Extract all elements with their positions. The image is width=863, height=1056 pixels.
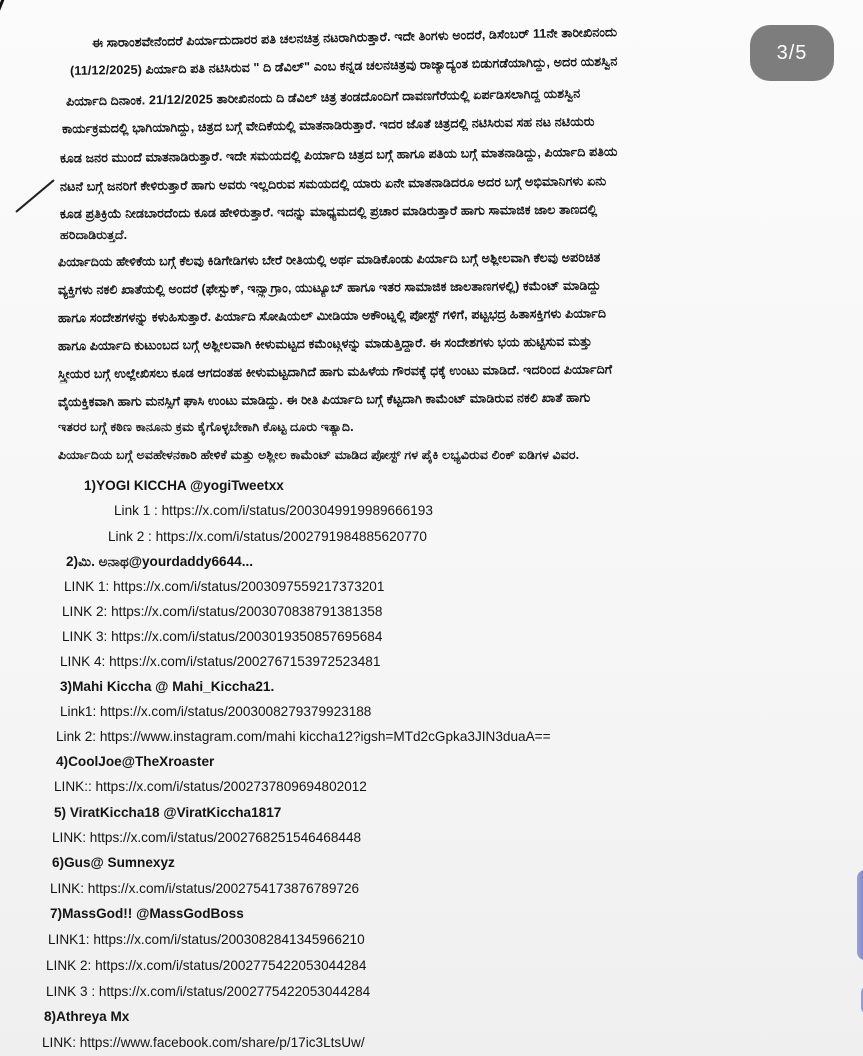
account-1-link-1[interactable]: Link 1 : https://x.com/i/status/2003049919989666193 xyxy=(114,503,433,518)
account-7-link-2[interactable]: LINK 2: https://x.com/i/status/2002775422053044284 xyxy=(46,958,367,973)
page-indicator-badge: 3/5 xyxy=(750,25,834,81)
account-8-heading: 8)Athreya Mx xyxy=(44,1009,130,1024)
para1-line-6: ನಟನೆ ಬಗ್ಗೆ ಜನರಿಗೆ ಕೇಳಿರುತ್ತಾರೆ ಹಾಗು ಅವರು ಇಲ್ಲದಿರುವ ಸಮಯದಲ್ಲಿ ಯಾರು ಏನೇ ಮಾತನಾಡಿದರೂ ಅದರ ಬಗ್ಗೆ ಅಭಿಮಾನಿಗಳು ಏನು xyxy=(59,174,607,194)
account-4-link-1[interactable]: LINK:: https://x.com/i/status/2002737809694802012 xyxy=(54,779,367,794)
finger-edge-artifact xyxy=(857,870,863,960)
account-2-heading: 2)ಮಿ. ಅನಾಥ@yourdaddy6644... xyxy=(66,554,254,569)
account-2-link-3[interactable]: LINK 3: https://x.com/i/status/2003019350857695684 xyxy=(62,629,383,644)
para1-line-1: ಈ ಸಾರಾಂಶವೇನೆಂದರೆ ಪಿರ್ಯಾದುದಾರರ ಪತಿ ಚಲನಚಿತ್ರ ನಟರಾಗಿರುತ್ತಾರೆ. ಇದೇ ತಿಂಗಳು ಅಂದರೆ, ಡಿಸೆಂಬರ್ 11ನೇ ತಾರೀಖಿನಂದು xyxy=(91,25,618,51)
account-3-link-2[interactable]: Link 2: https://www.instagram.com/mahi kiccha12?igsh=MTd2cGpka3JIN3duaA== xyxy=(56,729,551,744)
account-5-link-1[interactable]: LINK: https://x.com/i/status/2002768251546468448 xyxy=(52,830,362,845)
account-7-link-3[interactable]: LINK 3 : https://x.com/i/status/2002775422053044284 xyxy=(46,984,371,999)
para1-line-8: ಹರಿದಾಡಿರುತ್ತದೆ. xyxy=(60,228,128,242)
account-5-heading: 5) ViratKiccha18 @ViratKiccha1817 xyxy=(54,805,282,820)
pen-stroke-mark-small xyxy=(15,179,55,213)
account-6-link-1[interactable]: LINK: https://x.com/i/status/2002754173876789726 xyxy=(50,881,360,896)
account-7-link-1[interactable]: LINK1: https://x.com/i/status/2003082841345966210 xyxy=(48,932,365,947)
account-7-heading: 7)MassGod!! @MassGodBoss xyxy=(50,906,244,921)
account-1-link-2[interactable]: Link 2 : https://x.com/i/status/2002791984885620770 xyxy=(108,529,427,544)
para2-line-4: ಹಾಗೂ ಪಿರ್ಯಾದಿ ಕುಟುಂಬದ ಬಗ್ಗೆ ಅಶ್ಲೀಲವಾಗಿ ಕೀಳುಮಟ್ಟದ ಕಮೆಂಟ್ಗಳನ್ನು ಮಾಡುತ್ತಿದ್ದಾರೆ. ಈ ಸಂದೇಶಗಳು ಭಯ ಹುಟ್ಟಿಸುವ ಮತ್ತು xyxy=(57,334,593,354)
para2-line-3: ಹಾಗೂ ಸಂದೇಶಗಳನ್ನು ಕಳುಹಿಸುತ್ತಾರೆ. ಪಿರ್ಯಾದಿ ಸೋಷಿಯಲ್ ಮೀಡಿಯಾ ಅಕೌಂಟ್ನಲ್ಲಿ ಪೋಸ್ಟ್ ಗಳಿಗೆ, ಪಟ್ಟಭದ್ರ ಹಿತಾಸಕ್ತಿಗಳು ಪಿರ್ಯಾದಿ xyxy=(57,306,607,326)
para2-line-7: ಇತರರ ಬಗ್ಗೆ ಕಠಿಣ ಕಾನೂನು ಕ್ರಮ ಕೈಗೊಳ್ಳಬೇಕಾಗಿ ಕೊಟ್ಟ ದೂರು ಇತ್ಯಾದಿ. xyxy=(58,420,354,434)
account-2-link-2[interactable]: LINK 2: https://x.com/i/status/2003070838791381358 xyxy=(62,604,383,619)
account-3-link-1[interactable]: Link1: https://x.com/i/status/2003008279379923188 xyxy=(60,704,372,719)
account-8-link-1[interactable]: LINK: https://www.facebook.com/share/p/17ic3LtsUw/ xyxy=(42,1035,365,1050)
para1-line-2: (11/12/2025) ಪಿರ್ಯಾದಿ ಪತಿ ನಟಿಸಿರುವ " ದಿ ಡೆವಿಲ್" ಎಂಬ ಕನ್ನಡ ಚಲನಚಿತ್ರವು ರಾಜ್ಯಾದ್ಯಂತ ಬಿಡುಗಡೆಯಾಗಿದ್ದು, ಅದರ ಯಶಸ್ವಿನ xyxy=(69,54,618,78)
account-6-heading: 6)Gus@ Sumnexyz xyxy=(52,855,175,870)
para2-line-2: ವ್ಯಕ್ತಿಗಳು ನಕಲಿ ಖಾತೆಯಲ್ಲಿ ಅಂದರೆ (ಫೇಸ್ಬುಕ್, ಇನ್ಸ್ಟಾಗ್ರಾಂ, ಯುಟ್ಯೂಬ್ ಹಾಗೂ ಇತರ ಸಾಮಾಜಿಕ ಜಾಲತಾಣಗಳಲ್ಲಿ) ಕಮೆಂಟ್ ಮಾಡಿದ್ದು xyxy=(57,278,601,298)
account-2-link-4[interactable]: LINK 4: https://x.com/i/status/2002767153972523481 xyxy=(60,654,381,669)
para1-line-4: ಕಾರ್ಯಕ್ರಮದಲ್ಲಿ ಭಾಗಿಯಾಗಿದ್ದು, ಚಿತ್ರದ ಬಗ್ಗೆ ವೇದಿಕೆಯಲ್ಲಿ ಮಾತನಾಡಿರುತ್ತಾರೆ. ಇದರ ಜೊತೆ ಚಿತ್ರದಲ್ಲಿ ನಟಿಸಿರುವ ಸಹ ನಟ ನಟಿಯರು xyxy=(61,114,595,137)
pen-stroke-mark xyxy=(0,0,51,32)
para1-line-5: ಕೂಡ ಜನರ ಮುಂದೆ ಮಾತನಾಡಿರುತ್ತಾರೆ. ಇದೇ ಸಮಯದಲ್ಲಿ ಪಿರ್ಯಾದಿ ಚಿತ್ರದ ಬಗ್ಗೆ ಹಾಗೂ ಪತಿಯ ಬಗ್ಗೆ ಮಾತನಾಡಿದ್ದು, ಪಿರ್ಯಾದಿ ಪತಿಯ xyxy=(59,144,618,166)
para2-line-6: ವೈಯಕ್ತಿಕವಾಗಿ ಹಾಗು ಮನಸ್ಸಿಗೆ ಘಾಸಿ ಉಂಟು ಮಾಡಿದ್ದು. ಈ ರೀತಿ ಪಿರ್ಯಾದಿ ಬಗ್ಗೆ ಕೆಟ್ಟದಾಗಿ ಕಾಮೆಂಟ್ ಮಾಡಿರುವ ನಕಲಿ ಖಾತೆ ಹಾಗು xyxy=(57,390,591,410)
links-intro-line: ಪಿರ್ಯಾದಿಯ ಬಗ್ಗೆ ಅವಹೇಳನಕಾರಿ ಹೇಳಿಕೆ ಮತ್ತು ಅಶ್ಲೀಲ ಕಾಮೆಂಟ್ ಮಾಡಿದ ಪೋಸ್ಟ್ ಗಳ ಪೈಕಿ ಲಭ್ಯವಿರುವ ಲಿಂಕ್ ಐಡಿಗಳ ವಿವರ. xyxy=(58,448,580,462)
para2-line-5: ಸ್ತ್ರೀಯರ ಬಗ್ಗೆ ಉಲ್ಲೇಖಿಸಲು ಕೂಡ ಆಗದಂತಹ ಕೀಳುಮಟ್ಟದಾಗಿದೆ ಹಾಗು ಮಹಿಳೆಯ ಗೌರವಕ್ಕೆ ಧಕ್ಕೆ ಉಂಟು ಮಾಡಿದೆ. ಇದರಿಂದ ಪಿರ್ಯಾದಿಗೆ xyxy=(57,362,613,382)
account-1-heading: 1)YOGI KICCHA @yogiTweetxx xyxy=(84,478,284,493)
para2-line-1: ಪಿರ್ಯಾದಿಯ ಹೇಳಿಕೆಯ ಬಗ್ಗೆ ಕೆಲವು ಕಿಡಿಗೇಡಿಗಳು ಬೇರೆ ರೀತಿಯಲ್ಲಿ ಅರ್ಥ ಮಾಡಿಕೊಂಡು ಪಿರ್ಯಾದಿ ಬಗ್ಗೆ ಅಶ್ಲೀಲವಾಗಿ ಕೆಲವು ಅಪರಿಚಿತ xyxy=(57,250,601,270)
account-2-link-1[interactable]: LINK 1: https://x.com/i/status/2003097559217373201 xyxy=(64,579,385,594)
para1-line-7: ಕೂಡ ಪ್ರತಿಕ್ರಿಯೆ ನೀಡಬಾರದೆಂದು ಕೂಡ ಹೇಳಿರುತ್ತಾರೆ. ಇದನ್ನು ಮಾಧ್ಯಮದಲ್ಲಿ ಪ್ರಚಾರ ಮಾಡಿರುತ್ತಾರೆ ಹಾಗು ಸಾಮಾಜಿಕ ಜಾಲ ತಾಣದಲ್ಲಿ xyxy=(59,202,598,222)
para1-line-3: ಪಿರ್ಯಾದಿ ದಿನಾಂಕ. 21/12/2025 ತಾರೀಖಿನಂದು ದಿ ಡೆವಿಲ್ ಚಿತ್ರ ತಂಡದೊಂದಿಗೆ ದಾವಣಗೆರೆಯಲ್ಲಿ ಏರ್ಪಡಿಸಲಾಗಿದ್ದ ಯಶಸ್ವಿನ xyxy=(65,86,581,109)
account-3-heading: 3)Mahi Kiccha @ Mahi_Kiccha21. xyxy=(60,679,275,694)
account-4-heading: 4)CoolJoe@TheXroaster xyxy=(56,754,215,769)
